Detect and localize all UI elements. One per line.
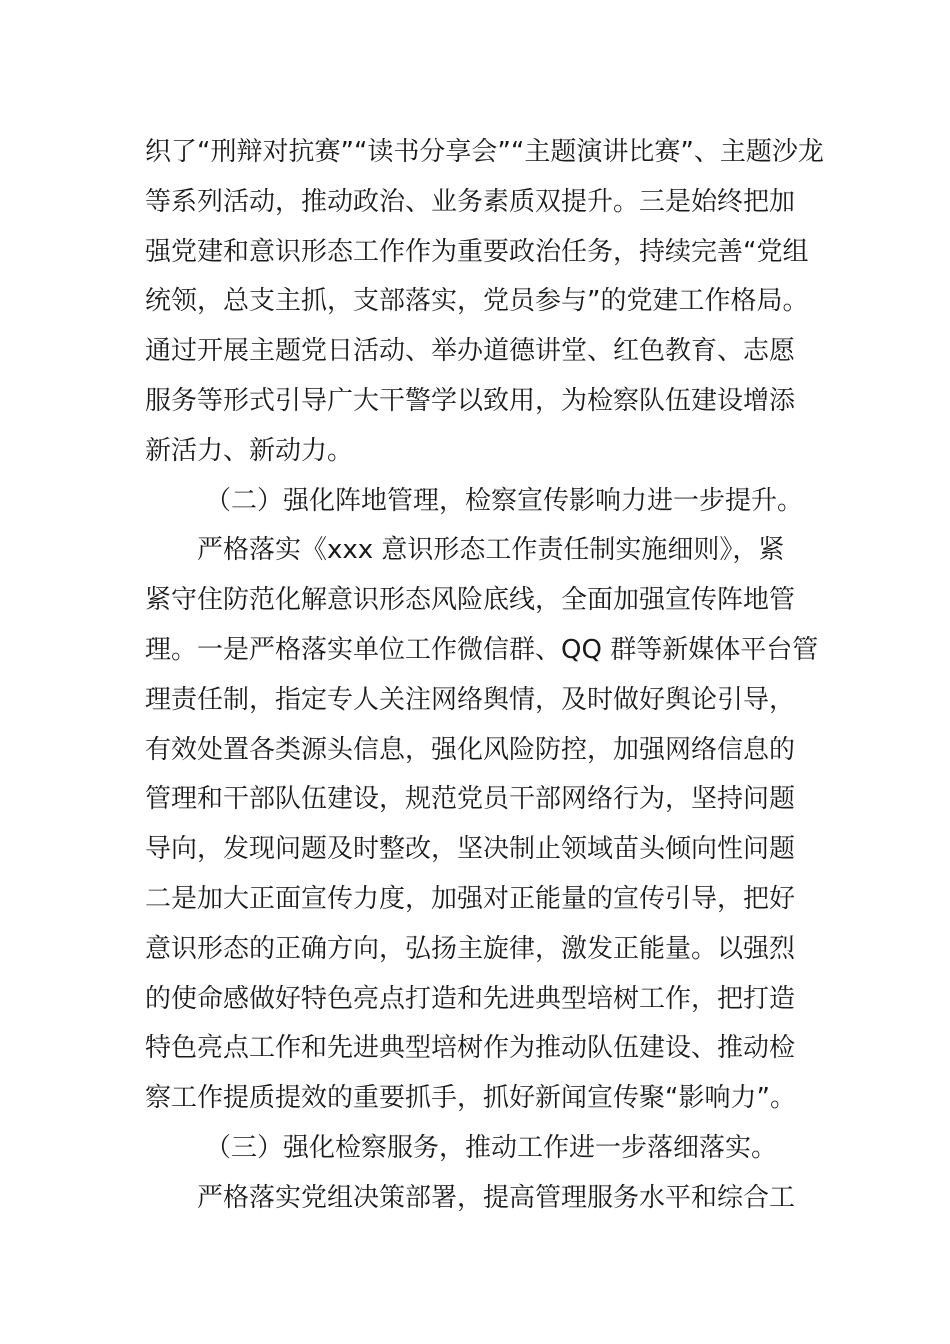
text-line: 等系列活动，推动政治、业务素质双提升。三是始终把加 xyxy=(145,186,796,217)
section-heading-2: （二）强化阵地管理，检察宣传影响力进一步提升。 xyxy=(205,485,804,516)
section-heading-3: （三）强化检察服务，推动工作进一步落细落实。 xyxy=(205,1132,778,1163)
text-line: 的使命感做好特色亮点打造和先进典型培树工作，把打造 xyxy=(145,983,796,1014)
text-line: 导向，发现问题及时整改，坚决制止领域苗头倾向性问题 xyxy=(145,834,796,865)
text-line: 有效处置各类源头信息，强化风险防控，加强网络信息的 xyxy=(145,734,796,765)
text-line: 统领，总支主抓，支部落实，党员参与”的党建工作格局。 xyxy=(145,286,809,317)
text-line: 察工作提质提效的重要抓手，抓好新闻宣传聚“影响力”。 xyxy=(145,1083,796,1114)
text-line: 理。一是严格落实单位工作微信群、QQ 群等新媒体平台管 xyxy=(145,634,819,665)
text-line: 强党建和意识形态工作作为重要政治任务，持续完善“党组 xyxy=(145,236,809,267)
text-line: 管理和干部队伍建设，规范党员干部网络行为，坚持问题 xyxy=(145,784,796,815)
paragraph-start: 严格落实《xxx 意识形态工作责任制实施细则》，紧 xyxy=(197,535,785,566)
text-line: 特色亮点工作和先进典型培树作为推动队伍建设、推动检 xyxy=(145,1033,796,1064)
text-line: 紧守住防范化解意识形态风险底线，全面加强宣传阵地管 xyxy=(145,585,796,616)
text-line: 二是加大正面宣传力度，加强对正能量的宣传引导，把好 xyxy=(145,883,796,914)
text-line: 通过开展主题党日活动、举办道德讲堂、红色教育、志愿 xyxy=(145,336,796,367)
text-line: 理责任制，指定专人关注网络舆情，及时做好舆论引导， xyxy=(145,684,796,715)
text-line: 意识形态的正确方向，弘扬主旋律，激发正能量。以强烈 xyxy=(145,933,796,964)
paragraph-start: 严格落实党组决策部署，提高管理服务水平和综合工 xyxy=(197,1182,796,1213)
body-text xyxy=(145,128,824,1224)
text-line: 新活力、新动力。 xyxy=(145,435,354,466)
text-line: 服务等形式引导广大干警学以致用，为检察队伍建设增添 xyxy=(145,385,796,416)
text-line: 织了“刑辩对抗赛”“读书分享会”“主题演讲比赛”、主题沙龙 xyxy=(145,137,824,167)
